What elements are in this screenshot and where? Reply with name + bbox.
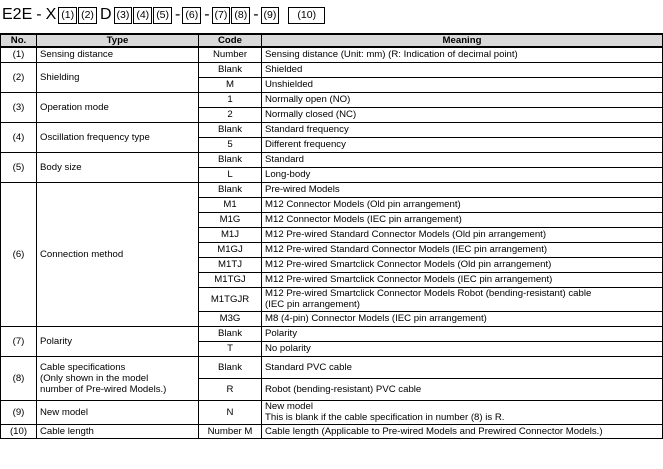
row-no: (1): [1, 47, 37, 62]
row-meaning-line-2: This is blank if the cable specification in number (8) is R.: [265, 412, 505, 423]
row-code: M: [199, 77, 262, 92]
row-code: Blank: [199, 62, 262, 77]
row-type: Body size: [37, 152, 199, 182]
row-no: (9): [1, 400, 37, 424]
row-type: [37, 356, 199, 400]
row-meaning: M12 Pre-wired Standard Connector Models (Old pin arrangement): [262, 227, 663, 242]
row-code: M1: [199, 197, 262, 212]
row-code: M1TJ: [199, 257, 262, 272]
model-box-3: (3): [114, 7, 133, 24]
row-no: (5): [1, 152, 37, 182]
row-meaning-line-2: (IEC pin arrangement): [265, 299, 360, 310]
row-meaning: M12 Connector Models (Old pin arrangement): [262, 197, 663, 212]
header-type: Type: [37, 34, 199, 47]
row-no: (7): [1, 326, 37, 356]
row-meaning: Pre-wired Models: [262, 182, 663, 197]
row-code: Number M: [199, 424, 262, 438]
row-meaning-line-1: M12 Pre-wired Smartclick Connector Models Robot (bending-resistant) cable: [265, 288, 592, 299]
row-meaning-line-1: New model: [265, 401, 313, 412]
row-type: Shielding: [37, 62, 199, 92]
header-code: Code: [199, 34, 262, 47]
row-meaning: M12 Pre-wired Standard Connector Models (IEC pin arrangement): [262, 242, 663, 257]
row-no: (8): [1, 356, 37, 400]
model-box-1: (1): [58, 7, 77, 24]
row-code: L: [199, 167, 262, 182]
model-number-format: [2, 2, 326, 28]
row-meaning: Sensing distance (Unit: mm) (R: Indication of decimal point): [262, 47, 663, 62]
row-code: 5: [199, 137, 262, 152]
row-code: M1TGJ: [199, 272, 262, 287]
row-code: M3G: [199, 311, 262, 326]
row-meaning: Unshielded: [262, 77, 663, 92]
row-code: Number: [199, 47, 262, 62]
row-meaning: No polarity: [262, 341, 663, 356]
row-no: (10): [1, 424, 37, 438]
row-no: (2): [1, 62, 37, 92]
table-row: [1, 424, 663, 438]
row-meaning: Shielded: [262, 62, 663, 77]
table-row: [1, 47, 663, 62]
header-no: No.: [1, 34, 37, 47]
row-no: (3): [1, 92, 37, 122]
model-letter-x: X: [45, 6, 57, 23]
row-type: Sensing distance: [37, 47, 199, 62]
table-row: [1, 356, 663, 378]
row-meaning: [262, 287, 663, 311]
row-code: M1G: [199, 212, 262, 227]
model-box-10: (10): [288, 7, 325, 24]
row-meaning: Polarity: [262, 326, 663, 341]
row-type: Oscillation frequency type: [37, 122, 199, 152]
row-meaning: Standard frequency: [262, 122, 663, 137]
row-code: M1J: [199, 227, 262, 242]
row-code: 1: [199, 92, 262, 107]
header-meaning: Meaning: [262, 34, 663, 47]
model-box-8: (8): [231, 7, 250, 24]
table-row: [1, 152, 663, 167]
row-meaning: Robot (bending-resistant) PVC cable: [262, 378, 663, 400]
model-box-5: (5): [153, 7, 172, 24]
model-dash: -: [253, 6, 259, 23]
table-row: [1, 326, 663, 341]
row-meaning: Normally open (NO): [262, 92, 663, 107]
model-spec-table: [0, 33, 663, 439]
row-meaning: M8 (4-pin) Connector Models (IEC pin arrangement): [262, 311, 663, 326]
row-code: Blank: [199, 326, 262, 341]
row-meaning: Standard PVC cable: [262, 356, 663, 378]
row-meaning: M12 Connector Models (IEC pin arrangement): [262, 212, 663, 227]
model-dash: -: [36, 6, 42, 23]
row-no: (6): [1, 182, 37, 326]
table-row: [1, 182, 663, 197]
row-meaning: Long-body: [262, 167, 663, 182]
row-meaning: M12 Pre-wired Smartclick Connector Models (Old pin arrangement): [262, 257, 663, 272]
model-box-7: (7): [212, 7, 231, 24]
row-type: Connection method: [37, 182, 199, 326]
table-row: [1, 400, 663, 424]
table-row: [1, 122, 663, 137]
row-code: Blank: [199, 356, 262, 378]
row-code: M1GJ: [199, 242, 262, 257]
row-code: M1TGJR: [199, 287, 262, 311]
row-type: Polarity: [37, 326, 199, 356]
row-code: Blank: [199, 182, 262, 197]
row-code: Blank: [199, 152, 262, 167]
model-dash: -: [175, 6, 181, 23]
model-box-4: (4): [133, 7, 152, 24]
table-row: [1, 62, 663, 77]
row-no: (4): [1, 122, 37, 152]
row-meaning: Different frequency: [262, 137, 663, 152]
model-box-9: (9): [261, 7, 280, 24]
row-type-line-3: number of Pre-wired Models.): [40, 383, 167, 395]
row-code: Blank: [199, 122, 262, 137]
row-type: Operation mode: [37, 92, 199, 122]
row-meaning: Cable length (Applicable to Pre-wired Models and Prewired Connector Models.): [262, 424, 663, 438]
row-type-line-1: Cable specifications: [40, 361, 126, 373]
row-code: N: [199, 400, 262, 424]
row-meaning: Standard: [262, 152, 663, 167]
model-box-2: (2): [78, 7, 97, 24]
row-code: T: [199, 341, 262, 356]
row-meaning: M12 Pre-wired Smartclick Connector Models (IEC pin arrangement): [262, 272, 663, 287]
model-prefix: E2E: [2, 6, 33, 23]
row-code: R: [199, 378, 262, 400]
model-dash: -: [204, 6, 210, 23]
model-letter-d: D: [99, 6, 112, 23]
table-header-row: [1, 34, 663, 47]
row-type-line-2: (Only shown in the model: [40, 372, 149, 384]
row-meaning: [262, 400, 663, 424]
row-type: Cable length: [37, 424, 199, 438]
table-row: [1, 92, 663, 107]
row-type: New model: [37, 400, 199, 424]
row-meaning: Normally closed (NC): [262, 107, 663, 122]
row-code: 2: [199, 107, 262, 122]
model-box-6: (6): [182, 7, 201, 24]
